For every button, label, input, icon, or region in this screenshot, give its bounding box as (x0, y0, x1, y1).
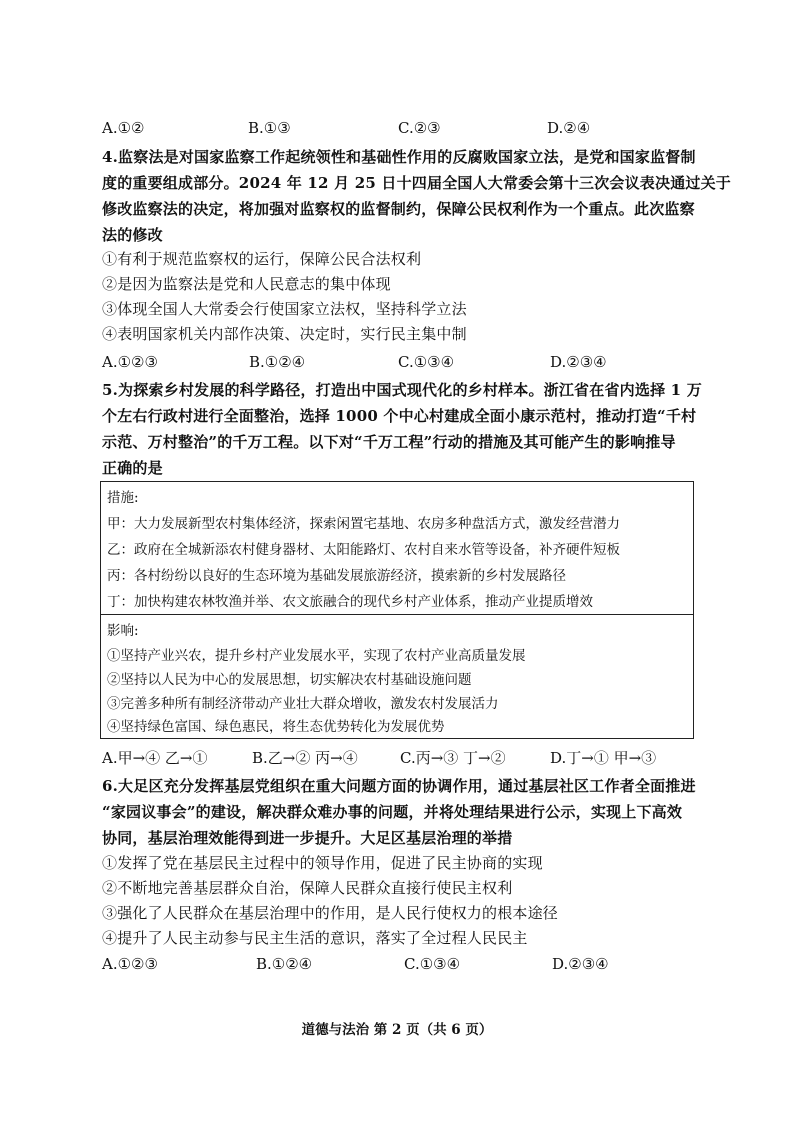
q4-statement: ①有利于规范监察权的运行，保障公民合法权利 (102, 250, 422, 268)
q6-option-c: C.①③④ (404, 955, 461, 973)
measure-item: 甲：大力发展新型农村集体经济，探索闲置宅基地、农房多种盘活方式，激发经营潜力 (107, 516, 620, 532)
q5-option-d: D.丁→① 甲→③ (550, 749, 657, 767)
prev-option-b: B.①③ (248, 119, 291, 137)
effect-item: ①坚持产业兴农，提升乡村产业发展水平，实现了农村产业高质量发展 (107, 648, 526, 664)
prev-option-d: D.②④ (547, 119, 591, 137)
measure-item: 丁：加快构建农林牧渔并举、农文旅融合的现代乡村产业体系，推动产业提质增效 (107, 594, 593, 610)
q6-stem-line: “家园议事会”的建设，解决群众难办事的问题，并将处理结果进行公示，实现上下高效 (102, 803, 683, 821)
q6-stem-line: 协同，基层治理效能得到进一步提升。大足区基层治理的举措 (102, 829, 513, 847)
q6-option-a: A.①②③ (102, 955, 158, 973)
q5-option-a: A.甲→④ 乙→① (102, 749, 208, 767)
effect-item: ②坚持以人民为中心的发展思想，切实解决农村基础设施问题 (107, 672, 472, 688)
q5-option-b: B.乙→② 丙→④ (252, 749, 358, 767)
effect-item: ③完善多种所有制经济带动产业壮大群众增收，激发农村发展活力 (107, 696, 499, 712)
q4-option-c: C.①③④ (398, 353, 455, 371)
q5-stem-line: 示范、万村整治”的千万工程。以下对“千万工程”行动的措施及其可能产生的影响推导 (102, 433, 676, 451)
effects-title: 影响: (107, 623, 139, 639)
q4-statement: ②是因为监察法是党和人民意志的集中体现 (102, 275, 391, 293)
q6-statement: ③强化了人民群众在基层治理中的作用，是人民行使权力的根本途径 (102, 904, 559, 922)
q6-statement: ①发挥了党在基层民主过程中的领导作用，促进了民主协商的实现 (102, 854, 543, 872)
q4-stem-line: 4.监察法是对国家监察工作起统领性和基础性作用的反腐败国家立法，是党和国家监督制 (102, 148, 696, 166)
q4-option-b: B.①②④ (249, 353, 306, 371)
effect-item: ④坚持绿色富国、绿色惠民，将生态优势转化为发展优势 (107, 719, 445, 735)
q6-statement: ②不断地完善基层群众自治，保障人民群众直接行使民主权利 (102, 879, 513, 897)
q4-stem-line: 法的修改 (102, 226, 163, 244)
q4-stem-line: 度的重要组成部分。2024 年 12 月 25 日十四届全国人大常委会第十三次会议表决通过关于 (102, 174, 732, 192)
q5-stem-line: 5.为探索乡村发展的科学路径，打造出中国式现代化的乡村样本。浙江省在省内选择 1 万 (102, 381, 702, 399)
prev-option-c: C.②③ (398, 119, 441, 137)
q6-option-d: D.②③④ (552, 955, 609, 973)
q5-table (100, 481, 694, 739)
q5-stem-line: 个左右行政村进行全面整治，选择 1000 个中心村建成全面小康示范村，推动打造“千村 (102, 407, 697, 425)
q5-option-c: C.丙→③ 丁→② (400, 749, 506, 767)
q4-statement: ③体现全国人大常委会行使国家立法权，坚持科学立法 (102, 300, 467, 318)
table-divider (101, 614, 693, 615)
q4-stem-line: 修改监察法的决定，将加强对监察权的监督制约，保障公民权利作为一个重点。此次监察 (102, 200, 695, 218)
prev-option-a: A.①② (102, 119, 145, 137)
q5-stem-line: 正确的是 (102, 459, 163, 477)
q4-option-d: D.②③④ (550, 353, 607, 371)
page-footer: 道德与法治 第 2 页（共 6 页） (301, 1022, 493, 1038)
q6-stem-line: 6.大足区充分发挥基层党组织在重大问题方面的协调作用，通过基层社区工作者全面推进 (102, 777, 696, 795)
measure-item: 丙：各村纷纷以良好的生态环境为基础发展旅游经济，摸索新的乡村发展路径 (107, 568, 566, 584)
q6-statement: ④提升了人民主动参与民主生活的意识，落实了全过程人民民主 (102, 929, 528, 947)
measures-title: 措施: (107, 490, 139, 506)
measure-item: 乙：政府在全城新添农村健身器材、太阳能路灯、农村自来水管等设备，补齐硬件短板 (107, 542, 620, 558)
q6-option-b: B.①②④ (256, 955, 313, 973)
q4-option-a: A.①②③ (102, 353, 158, 371)
q4-statement: ④表明国家机关内部作决策、决定时，实行民主集中制 (102, 325, 467, 343)
